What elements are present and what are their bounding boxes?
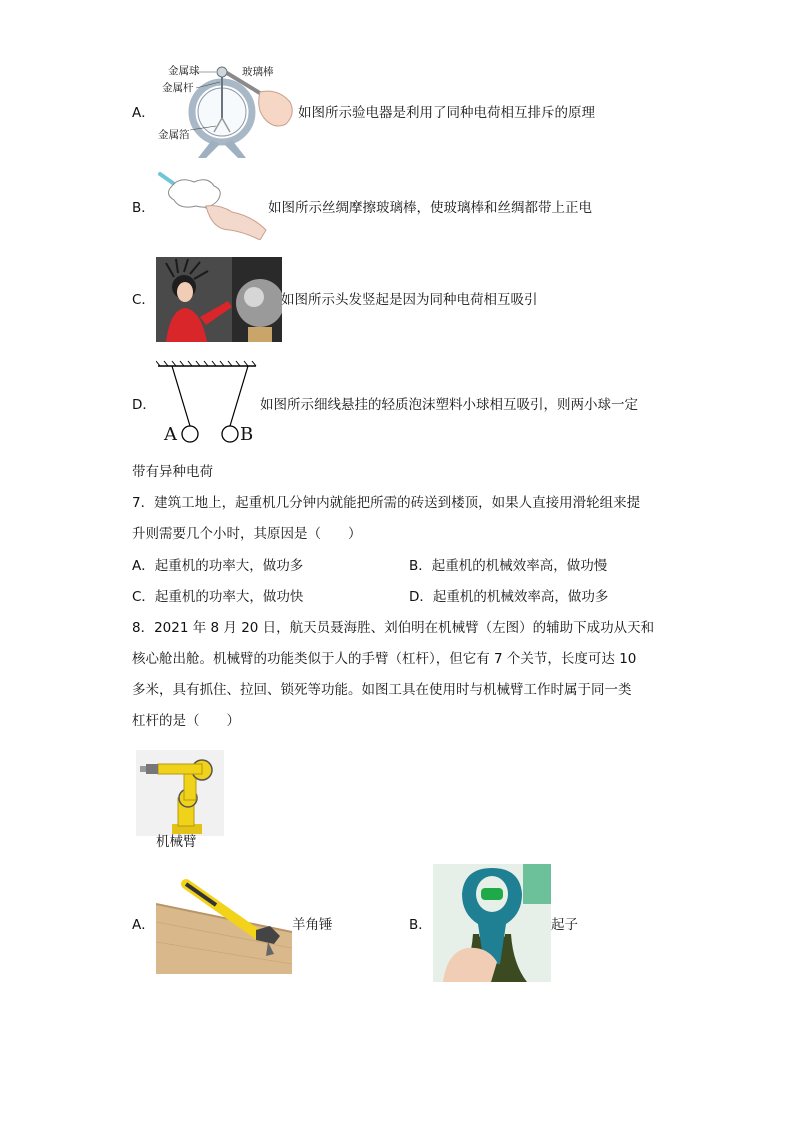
option-b-text: 如图所示丝绸摩擦玻璃棒，使玻璃棒和丝绸都带上正电 <box>268 200 592 216</box>
q7-stem-line2: 升则需要几个小时，其原因是（ ） <box>132 526 362 542</box>
ball-b-label: B <box>240 424 254 445</box>
q8-stem-line3: 多米，具有抓住、拉回、锁死等功能。如图工具在使用时与机械臂工作时属于同一类 <box>132 682 632 698</box>
label-glass-rod: 玻璃棒 <box>242 66 274 78</box>
q7-option-a: A．起重机的功率大，做功多 <box>132 558 304 574</box>
q7-option-b: B．起重机的机械效率高，做功慢 <box>409 558 608 574</box>
label-metal-foil: 金属箔 <box>158 129 190 141</box>
option-d-text: 如图所示细线悬挂的轻质泡沫塑料小球相互吸引，则两小球一定 <box>260 397 638 413</box>
label-metal-rod: 金属杆 <box>162 82 194 94</box>
option-b-letter: B． <box>132 200 155 216</box>
robot-arm-figure <box>136 750 224 836</box>
hanging-balls-figure <box>156 360 260 452</box>
claw-hammer-photo <box>156 872 292 974</box>
q8-option-b-letter: B． <box>409 917 432 933</box>
bottle-opener-photo <box>433 864 551 982</box>
hair-standing-photo <box>156 257 282 342</box>
option-d-letter: D． <box>132 397 156 413</box>
silk-rubbing-figure <box>154 168 268 240</box>
q7-stem-line1: 7．建筑工地上，起重机几分钟内就能把所需的砖送到楼顶，如果人直接用滑轮组来提 <box>132 495 641 511</box>
q8-stem-line4: 杠杆的是（ ） <box>132 713 240 729</box>
option-d-continuation: 带有异种电荷 <box>132 464 213 480</box>
robot-arm-caption: 机械臂 <box>156 834 197 850</box>
q8-stem-line1: 8．2021 年 8 月 20 日，航天员聂海胜、刘伯明在机械臂（左图）的辅助下成功从天和 <box>132 620 655 636</box>
q8-option-a-text: 羊角锤 <box>292 917 333 933</box>
electroscope-figure <box>150 60 298 162</box>
q7-option-d: D．起重机的机械效率高，做功多 <box>409 589 609 605</box>
q8-stem-line2: 核心舱出舱。机械臂的功能类似于人的手臂（杠杆），但它有 7 个关节，长度可达 10 <box>132 651 637 667</box>
option-c-text: 如图所示头发竖起是因为同种电荷相互吸引 <box>281 292 538 308</box>
label-metal-ball: 金属球 <box>168 65 200 77</box>
option-c-letter: C． <box>132 292 155 308</box>
ball-a-label: A <box>164 424 177 445</box>
q8-option-b-text: 起子 <box>551 917 578 933</box>
q8-option-a-letter: A． <box>132 917 155 933</box>
option-a-letter: A． <box>132 105 155 121</box>
q7-option-c: C．起重机的功率大，做功快 <box>132 589 304 605</box>
option-a-text: 如图所示验电器是利用了同种电荷相互排斥的原理 <box>298 105 595 121</box>
